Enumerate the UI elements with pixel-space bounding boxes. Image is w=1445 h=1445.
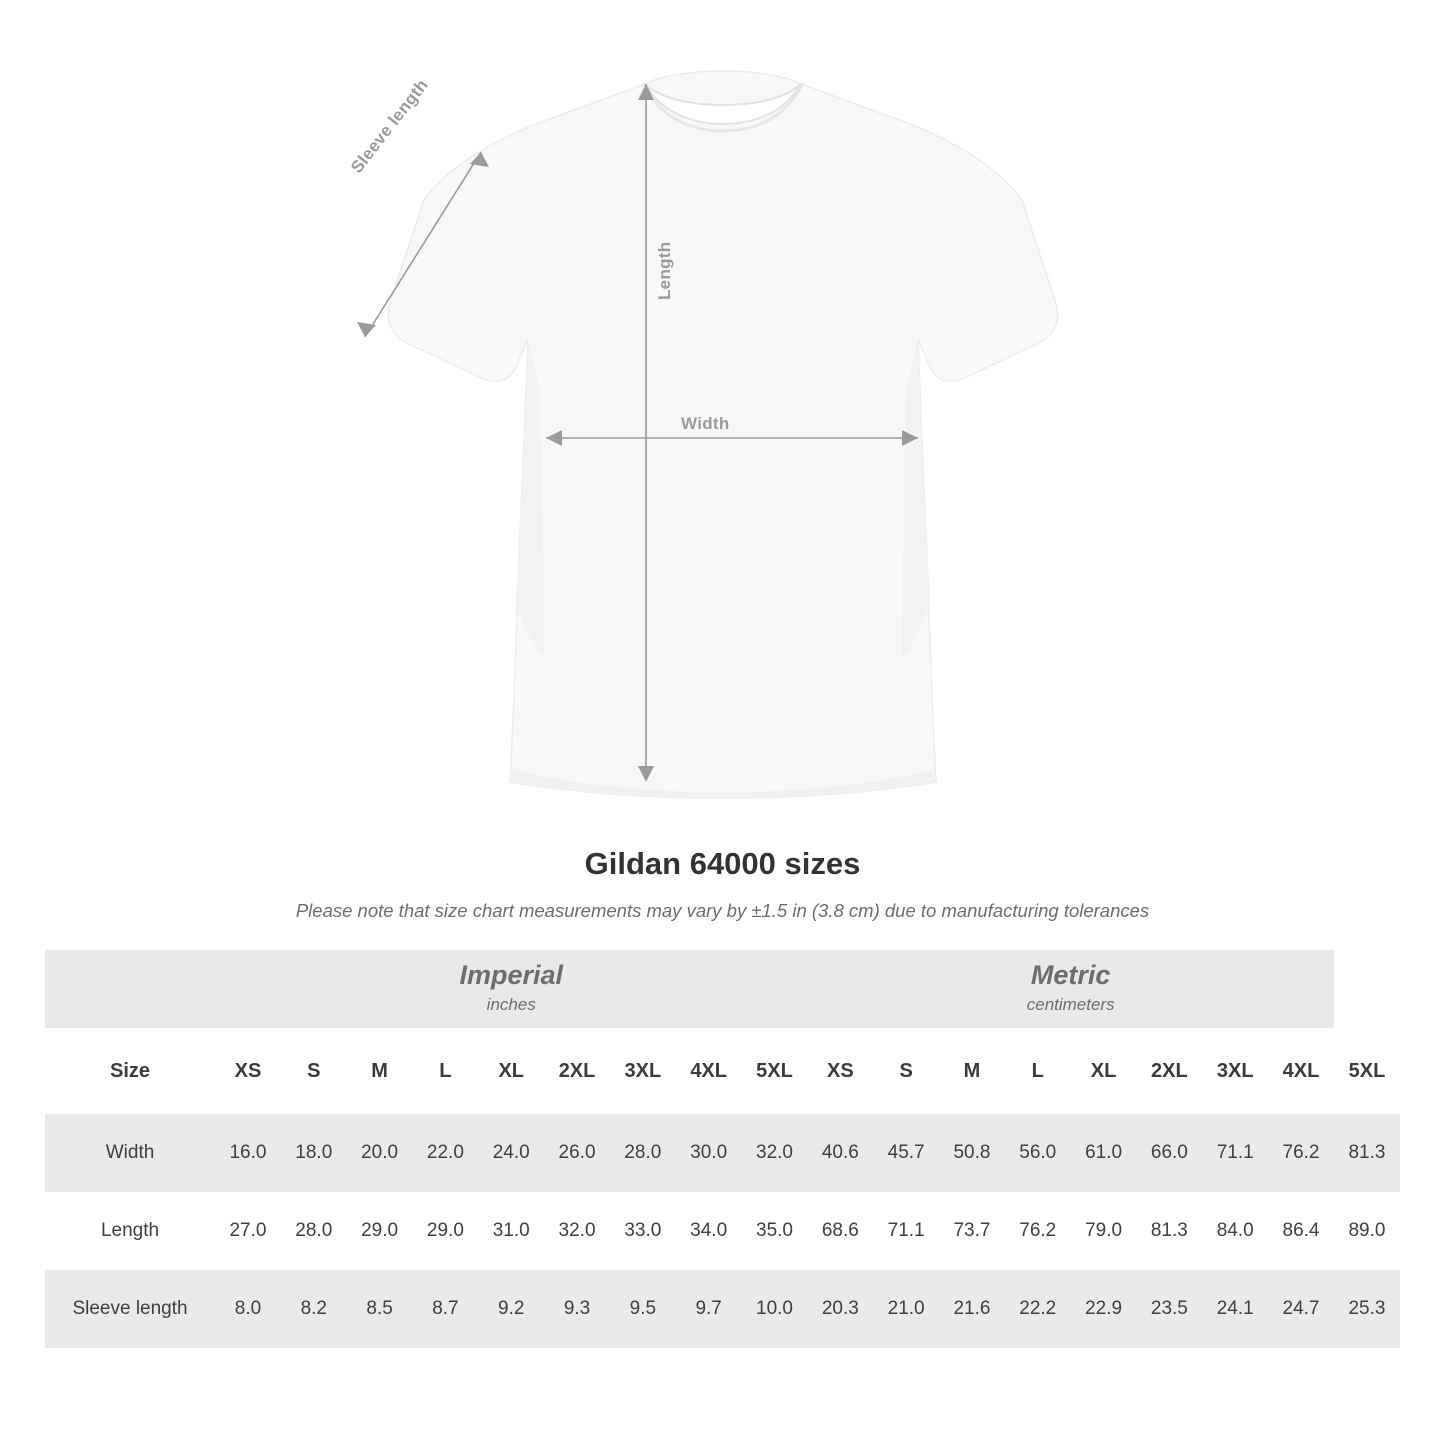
sleeve-length-label: Sleeve length [347, 75, 432, 177]
table-cell: 66.0 [1136, 1114, 1202, 1192]
row-label: Sleeve length [45, 1270, 215, 1348]
table-cell: 68.6 [807, 1192, 873, 1270]
size-chart-table [45, 950, 1400, 1348]
table-cell: 35.0 [742, 1192, 808, 1270]
table-cell: 20.3 [807, 1270, 873, 1348]
table-cell: 71.1 [1202, 1114, 1268, 1192]
size-header-cell: 4XL [1268, 1028, 1334, 1114]
size-header-cell: XS [807, 1028, 873, 1114]
table-cell: 22.9 [1071, 1270, 1137, 1348]
tshirt-shape [388, 71, 1057, 799]
table-cell: 9.7 [676, 1270, 742, 1348]
size-header-cell: 3XL [1202, 1028, 1268, 1114]
table-cell: 18.0 [281, 1114, 347, 1192]
table-cell: 89.0 [1334, 1192, 1400, 1270]
size-header-cell: XL [478, 1028, 544, 1114]
size-header-cell: L [1005, 1028, 1071, 1114]
unit-header-imperial [215, 950, 807, 1028]
table-cell: 16.0 [215, 1114, 281, 1192]
width-label: Width [681, 414, 730, 433]
table-cell: 10.0 [742, 1270, 808, 1348]
table-cell: 25.3 [1334, 1270, 1400, 1348]
table-row [45, 1192, 1400, 1270]
table-cell: 34.0 [676, 1192, 742, 1270]
table-cell: 30.0 [676, 1114, 742, 1192]
size-chart-table-wrap [45, 950, 1400, 1348]
table-row [45, 1114, 1400, 1192]
unit-header-row [45, 950, 1400, 1028]
table-cell: 76.2 [1005, 1192, 1071, 1270]
size-header-cell: 5XL [1334, 1028, 1400, 1114]
size-header-cell: S [281, 1028, 347, 1114]
table-cell: 32.0 [742, 1114, 808, 1192]
table-cell: 73.7 [939, 1192, 1005, 1270]
size-header-row [45, 1028, 1400, 1114]
size-header-cell: 5XL [742, 1028, 808, 1114]
table-cell: 9.3 [544, 1270, 610, 1348]
table-cell: 21.0 [873, 1270, 939, 1348]
table-cell: 21.6 [939, 1270, 1005, 1348]
unit-header-metric [807, 950, 1334, 1028]
size-header-cell: XL [1071, 1028, 1137, 1114]
table-cell: 8.5 [347, 1270, 413, 1348]
unit-metric-sub: centimeters [1026, 994, 1115, 1014]
table-row [45, 1270, 1400, 1348]
table-cell: 29.0 [413, 1192, 479, 1270]
table-cell: 23.5 [1136, 1270, 1202, 1348]
table-cell: 56.0 [1005, 1114, 1071, 1192]
table-cell: 9.5 [610, 1270, 676, 1348]
page-title: Gildan 64000 sizes [584, 846, 861, 881]
size-header-cell: 4XL [676, 1028, 742, 1114]
table-cell: 24.0 [478, 1114, 544, 1192]
unit-imperial-name: Imperial [459, 959, 564, 990]
size-header-cell: L [413, 1028, 479, 1114]
table-cell: 24.1 [1202, 1270, 1268, 1348]
table-cell: 28.0 [281, 1192, 347, 1270]
table-cell: 28.0 [610, 1114, 676, 1192]
tolerance-note: Please note that size chart measurements may vary by ±1.5 in (3.8 cm) due to manufacturing tolerances [295, 900, 1150, 921]
size-header-cell: 2XL [544, 1028, 610, 1114]
table-cell: 9.2 [478, 1270, 544, 1348]
table-cell: 22.0 [413, 1114, 479, 1192]
table-cell: 81.3 [1136, 1192, 1202, 1270]
table-cell: 81.3 [1334, 1114, 1400, 1192]
length-label: Length [655, 241, 674, 300]
unit-metric-name: Metric [1030, 959, 1111, 990]
table-cell: 32.0 [544, 1192, 610, 1270]
table-cell: 8.7 [413, 1270, 479, 1348]
size-header-cell: M [347, 1028, 413, 1114]
size-header-cell: XS [215, 1028, 281, 1114]
table-cell: 33.0 [610, 1192, 676, 1270]
table-cell: 29.0 [347, 1192, 413, 1270]
table-cell: 45.7 [873, 1114, 939, 1192]
table-cell: 8.0 [215, 1270, 281, 1348]
unit-imperial-sub: inches [486, 994, 536, 1014]
size-header-cell: S [873, 1028, 939, 1114]
table-cell: 86.4 [1268, 1192, 1334, 1270]
size-header-cell: 2XL [1136, 1028, 1202, 1114]
size-header-cell: M [939, 1028, 1005, 1114]
table-cell: 24.7 [1268, 1270, 1334, 1348]
table-cell: 22.2 [1005, 1270, 1071, 1348]
table-cell: 71.1 [873, 1192, 939, 1270]
row-label: Width [45, 1114, 215, 1192]
table-cell: 20.0 [347, 1114, 413, 1192]
table-cell: 61.0 [1071, 1114, 1137, 1192]
size-header-label: Size [45, 1028, 215, 1114]
table-cell: 31.0 [478, 1192, 544, 1270]
table-cell: 84.0 [1202, 1192, 1268, 1270]
table-cell: 79.0 [1071, 1192, 1137, 1270]
table-cell: 26.0 [544, 1114, 610, 1192]
unit-header-spacer [45, 950, 215, 1028]
table-cell: 8.2 [281, 1270, 347, 1348]
table-cell: 27.0 [215, 1192, 281, 1270]
row-label: Length [45, 1192, 215, 1270]
size-header-cell: 3XL [610, 1028, 676, 1114]
table-cell: 40.6 [807, 1114, 873, 1192]
table-cell: 76.2 [1268, 1114, 1334, 1192]
table-cell: 50.8 [939, 1114, 1005, 1192]
